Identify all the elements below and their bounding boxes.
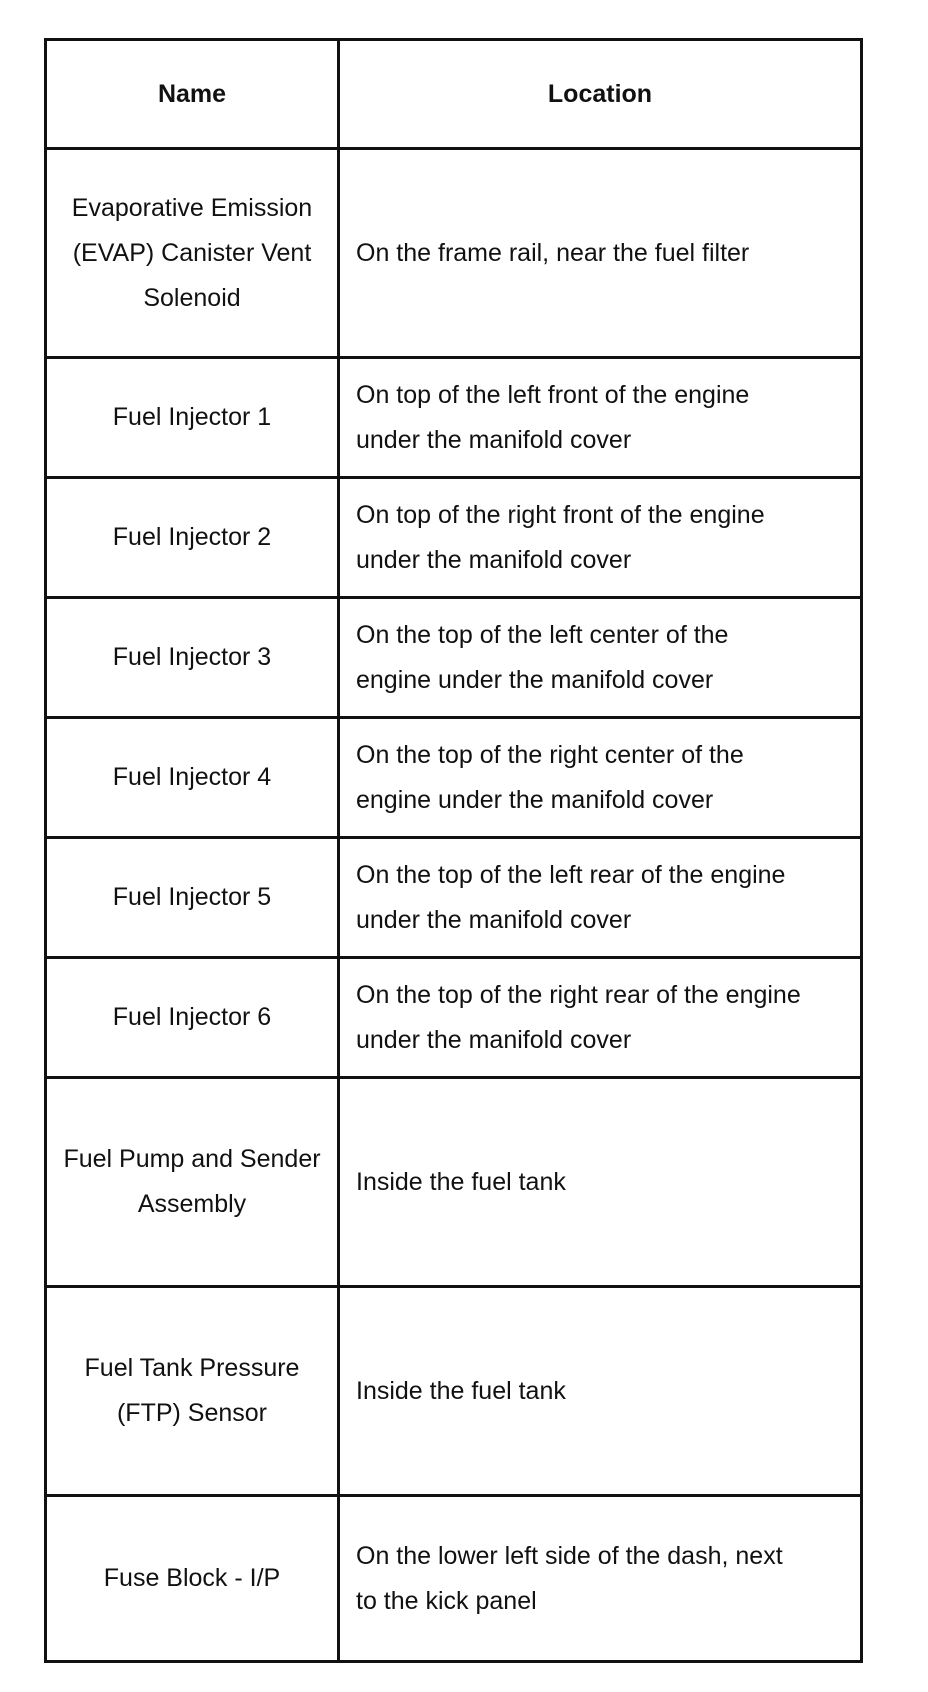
component-name-cell: Fuel Injector 4 <box>46 718 339 838</box>
header-row <box>46 40 862 149</box>
component-name-cell: Evaporative Emission (EVAP) Canister Vent Solenoid <box>46 149 339 358</box>
table-row <box>46 958 862 1078</box>
component-location-cell: On the top of the left center of the engine under the manifold cover <box>339 598 862 718</box>
component-location-cell: On the lower left side of the dash, next to the kick panel <box>339 1496 862 1662</box>
table-row <box>46 358 862 478</box>
component-location-cell: Inside the fuel tank <box>339 1078 862 1287</box>
table-row <box>46 838 862 958</box>
component-location-cell: On the top of the right center of the engine under the manifold cover <box>339 718 862 838</box>
table-row <box>46 1496 862 1662</box>
component-name-cell: Fuel Injector 1 <box>46 358 339 478</box>
table-row <box>46 1078 862 1287</box>
component-name-cell: Fuel Injector 3 <box>46 598 339 718</box>
table-row <box>46 1287 862 1496</box>
component-location-cell: On the frame rail, near the fuel filter <box>339 149 862 358</box>
component-location-cell: On the top of the left rear of the engine under the manifold cover <box>339 838 862 958</box>
table-row <box>46 478 862 598</box>
component-name-cell: Fuel Pump and Sender Assembly <box>46 1078 339 1287</box>
table-row <box>46 149 862 358</box>
component-location-cell: Inside the fuel tank <box>339 1287 862 1496</box>
name-column-header: Name <box>46 40 339 149</box>
table-header <box>46 40 862 149</box>
component-name-cell: Fuel Injector 6 <box>46 958 339 1078</box>
component-location-cell: On top of the right front of the engine under the manifold cover <box>339 478 862 598</box>
table-row <box>46 718 862 838</box>
component-location-cell: On top of the left front of the engine under the manifold cover <box>339 358 862 478</box>
table-row <box>46 598 862 718</box>
component-name-cell: Fuel Tank Pressure (FTP) Sensor <box>46 1287 339 1496</box>
component-location-cell: On the top of the right rear of the engine under the manifold cover <box>339 958 862 1078</box>
location-column-header: Location <box>339 40 862 149</box>
table-body <box>46 149 862 1662</box>
component-name-cell: Fuel Injector 5 <box>46 838 339 958</box>
component-name-cell: Fuel Injector 2 <box>46 478 339 598</box>
component-location-table <box>44 38 863 1663</box>
component-name-cell: Fuse Block - I/P <box>46 1496 339 1662</box>
